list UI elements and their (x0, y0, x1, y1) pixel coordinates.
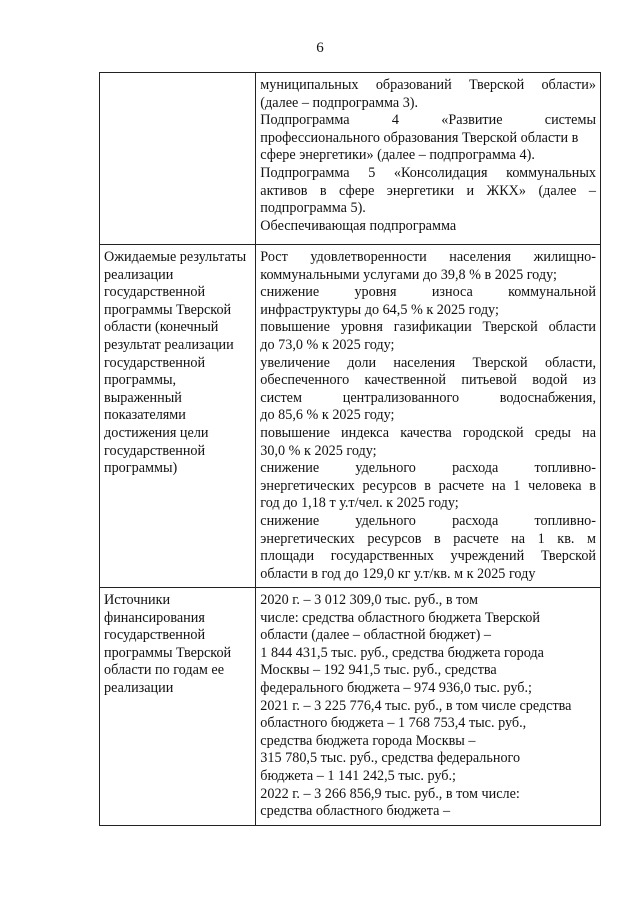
label-line: достижения цели (104, 424, 209, 441)
page-number: 6 (316, 40, 324, 56)
content-line: систем централизованного водоснабжения, (260, 389, 596, 406)
label-line: программы Тверской (104, 301, 232, 318)
content-line: повышение индекса качества городской среды на (260, 424, 596, 441)
content-line: области (далее – областной бюджет) – (260, 627, 491, 644)
content-line: 1 844 431,5 тыс. руб., средства бюджета города (260, 644, 544, 661)
content-line: (далее – подпрограмма 3). (260, 94, 419, 111)
label-line: реализации (104, 679, 174, 696)
content-line: активов в сфере энергетики и ЖКХ» (далее – (260, 182, 596, 199)
content-line: средства областного бюджета – (260, 803, 451, 820)
label-line: государственной (104, 442, 206, 459)
label-line: выраженный (104, 389, 182, 406)
content-line: 2020 г. – 3 012 309,0 тыс. руб., в том (260, 592, 478, 608)
content-line: увеличение доли населения Тверской области, (260, 354, 596, 371)
label-line: показателями (104, 407, 186, 424)
content-line: бюджета – 1 141 242,5 тыс. руб.; (260, 767, 456, 784)
content-line: энергетических ресурсов в расчете на 1 кв. м (260, 530, 596, 547)
row-label-cell (100, 588, 256, 826)
content-line: Рост удовлетворенности населения жилищно- (260, 249, 596, 265)
content-line: области в год до 129,0 кг у.т/кв. м к 2025 году (260, 565, 536, 582)
label-line: финансирования (104, 609, 205, 626)
content-line: муниципальных образований Тверской области» (260, 77, 596, 93)
label-line: государственной (104, 354, 206, 371)
content-line: 315 780,5 тыс. руб., средства федерального (260, 750, 521, 767)
label-line: государственной (104, 627, 206, 644)
content-line: площади государственных учреждений Тверской (260, 548, 596, 565)
content-line: снижение удельного расхода топливно- (260, 460, 596, 477)
table-row-subprograms (100, 73, 601, 245)
label-line: программы Тверской (104, 644, 232, 661)
table-row-funding-sources (100, 588, 601, 826)
content-line: 30,0 % к 2025 году; (260, 442, 377, 459)
label-line: результат реализации (104, 336, 234, 353)
content-line: областного бюджета – 1 768 753,4 тыс. руб., (260, 715, 527, 732)
content-line: 2021 г. – 3 225 776,4 тыс. руб., в том числе средства (260, 697, 572, 714)
content-line: энергетических ресурсов в расчете на 1 человека в (260, 477, 596, 494)
content-line: Подпрограмма 4 «Развитие системы (260, 112, 596, 129)
content-line: коммунальными услугами до 39,8 % в 2025 году; (260, 266, 557, 283)
label-line: области по годам ее (104, 662, 224, 679)
label-line: Источники (104, 592, 171, 608)
content-line: 2022 г. – 3 266 856,9 тыс. руб., в том числе: (260, 785, 520, 802)
row-content-cell (256, 73, 601, 245)
label-line: реализации (104, 266, 174, 283)
content-line: снижение удельного расхода топливно- (260, 512, 596, 529)
label-line: Ожидаемые результаты (104, 249, 247, 265)
content-line: федерального бюджета – 974 936,0 тыс. руб.; (260, 679, 532, 696)
row-label-cell (100, 245, 256, 588)
content-line: профессионального образования Тверской области в (260, 129, 579, 146)
content-line: Обеспечивающая подпрограмма (260, 217, 457, 234)
row-content-cell (256, 588, 601, 826)
row-content-cell (256, 245, 601, 588)
content-line: числе: средства областного бюджета Тверской (260, 609, 540, 626)
label-line: программы) (104, 460, 178, 477)
label-line: области (конечный (104, 319, 219, 336)
content-line: Москвы – 192 941,5 тыс. руб., средства (260, 662, 497, 679)
content-line: Подпрограмма 5 «Консолидация коммунальных (260, 164, 596, 181)
label-line: программы, (104, 372, 177, 389)
content-line: обеспеченного качественной питьевой водой из (260, 372, 596, 389)
content-line: до 85,6 % к 2025 году; (260, 407, 395, 424)
content-line: снижение уровня износа коммунальной (260, 284, 596, 301)
row-label-cell (100, 73, 256, 245)
passport-table (99, 72, 601, 826)
content-line: год до 1,18 т у.т/чел. к 2025 году; (260, 495, 459, 512)
content-line: средства бюджета города Москвы – (260, 732, 476, 749)
content-line: повышение уровня газификации Тверской области (260, 319, 596, 336)
content-line: инфраструктуры до 64,5 % к 2025 году; (260, 301, 499, 318)
content-line: подпрограмма 5). (260, 200, 366, 217)
label-line: государственной (104, 284, 206, 301)
content-line: сфере энергетики» (далее – подпрограмма 4). (260, 147, 535, 164)
table-row-expected-results (100, 245, 601, 588)
content-line: до 73,0 % к 2025 году; (260, 336, 395, 353)
